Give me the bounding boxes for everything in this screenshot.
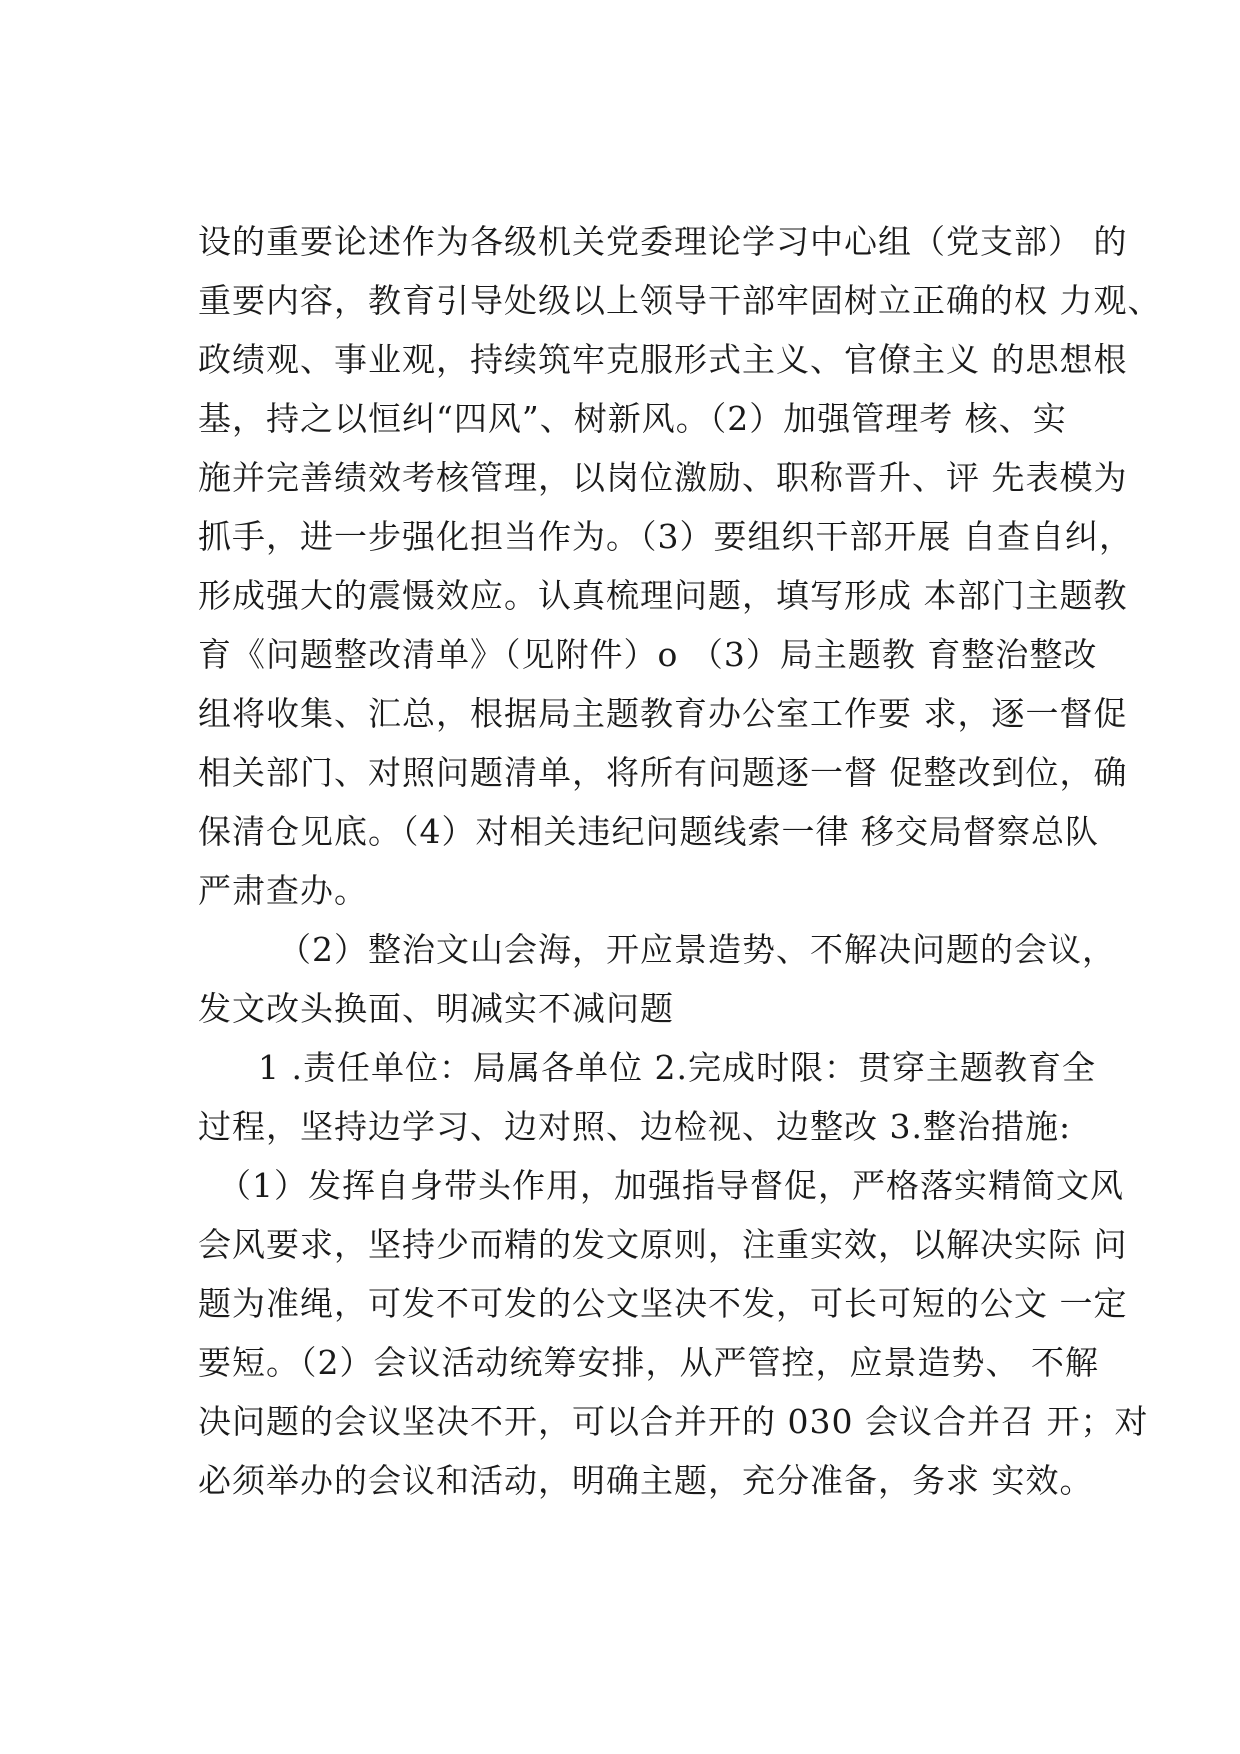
body-text-line: 重要内容，教育引导处级以上领导干部牢固树立正确的权 力观、 [198,281,1162,320]
section-heading-line: 发文改头换面、明减实不减问题 [198,989,674,1028]
body-text-line: 要短。（2）会议活动统筹安排，从严管控，应景造势、 不解 [198,1343,1099,1382]
body-text-line: 题为准绳，可发不可发的公文坚决不发，可长可短的公文 一定 [198,1284,1128,1323]
body-text-line: 施并完善绩效考核管理，以岗位激励、职称晋升、评 先表模为 [198,458,1128,497]
body-text-line: 必须举办的会议和活动，明确主题，充分准备，务求 实效。 [198,1461,1094,1500]
body-text-line: 设的重要论述作为各级机关党委理论学习中心组（党支部） 的 [198,222,1128,261]
body-text-line: 抓手，进一步强化担当作为。（3）要组织干部开展 自查自纠， [198,517,1133,556]
body-text-line: 基，持之以恒纠“四风”、树新风。（2）加强管理考 核、实 [198,399,1067,438]
body-text-line: 相关部门、对照问题清单，将所有问题逐一督 促整改到位，确 [198,753,1128,792]
body-text-line: 1 .责任单位：局属各单位 2.完成时限：贯穿主题教育全 [258,1048,1096,1087]
body-text-line: （1）发挥自身带头作用，加强指导督促，严格落实精简文风 [218,1166,1124,1205]
body-text-line: 政绩观、事业观，持续筑牢克服形式主义、官僚主义 的思想根 [198,340,1128,379]
body-text-line: 组将收集、汇总，根据局主题教育办公室工作要 求，逐一督促 [198,694,1128,733]
body-text-line: 会风要求，坚持少而精的发文原则，注重实效，以解决实际 问 [198,1225,1128,1264]
body-text-line: 严肃查办。 [198,871,368,910]
body-text-line: 形成强大的震慑效应。认真梳理问题，填写形成 本部门主题教 [198,576,1128,615]
section-heading-line: （2）整治文山会海，开应景造势、不解决问题的会议， [278,930,1116,969]
body-text-line: 保清仓见底。（4）对相关违纪问题线索一律 移交局督察总队 [198,812,1099,851]
body-text-line: 决问题的会议坚决不开，可以合并开的 030 会议合并召 开；对 [198,1402,1149,1441]
body-text-line: 育《问题整改清单》（见附件）o （3）局主题教 育整治整改 [198,635,1098,674]
body-text-line: 过程，坚持边学习、边对照、边检视、边整改 3.整治措施: [198,1107,1072,1146]
